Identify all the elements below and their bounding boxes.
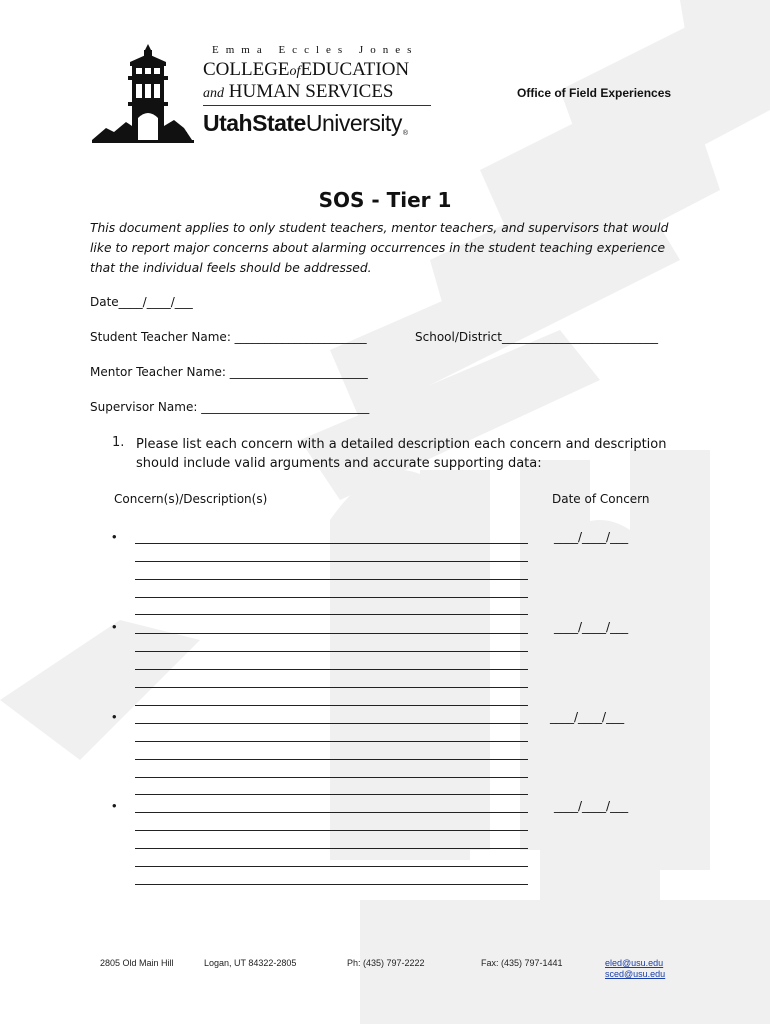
concern-line[interactable] xyxy=(135,830,528,831)
concern-line[interactable] xyxy=(135,884,528,885)
concern-line[interactable] xyxy=(135,561,528,562)
supervisor-name-field[interactable]: Supervisor Name: ____________________________ xyxy=(90,400,370,414)
concern-date-field[interactable]: ____/____/___ xyxy=(554,799,629,813)
logo-divider xyxy=(203,105,431,106)
logo-college-word: COLLEGE xyxy=(203,59,290,80)
footer-fax: Fax: (435) 797-1441 xyxy=(481,958,563,968)
question-text: Please list each concern with a detailed description each concern and description should include valid arguments and accurate supporting data: xyxy=(136,437,667,471)
logo-college-namesake: Emma Eccles Jones xyxy=(212,44,419,56)
concern-line[interactable] xyxy=(135,759,528,760)
logo-human-services-word: HUMAN SERVICES xyxy=(228,81,394,102)
concern-bullet: • xyxy=(112,709,117,724)
logo-of-word: of xyxy=(289,64,301,79)
concern-date-field[interactable]: ____/____/___ xyxy=(554,530,629,544)
school-district-field[interactable]: School/District__________________________ xyxy=(415,330,658,344)
concern-line[interactable] xyxy=(135,614,528,615)
date-field[interactable]: Date____/____/___ xyxy=(90,295,193,309)
concern-bullet: • xyxy=(112,798,117,813)
intro-paragraph: This document applies to only student teachers, mentor teachers, and supervisors that would like to report major concerns about alarming occurrences in the student teaching experience that the individual feels should be addressed. xyxy=(90,221,669,275)
concern-line[interactable] xyxy=(135,848,528,849)
question-number: 1. xyxy=(112,435,125,450)
footer-phone: Ph: (435) 797-2222 xyxy=(347,958,425,968)
concern-line[interactable] xyxy=(135,669,528,670)
concern-line[interactable] xyxy=(135,866,528,867)
email-link-eled[interactable]: eled@usu.edu xyxy=(605,958,664,968)
concern-line[interactable] xyxy=(135,794,528,795)
concern-date-field[interactable]: ____/____/___ xyxy=(550,710,625,724)
concern-line[interactable] xyxy=(135,687,528,688)
concern-bullet: • xyxy=(112,619,117,634)
logo-human-services-line xyxy=(203,81,394,103)
date-column-header: Date of Concern xyxy=(552,492,650,506)
footer-emails xyxy=(605,958,665,980)
mentor-teacher-name-field[interactable]: Mentor Teacher Name: _______________________ xyxy=(90,365,368,379)
footer-city: Logan, UT 84322-2805 xyxy=(204,958,297,968)
logo-college-line xyxy=(203,59,409,81)
email-link-sced[interactable]: sced@usu.edu xyxy=(605,969,666,979)
office-name: Office of Field Experiences xyxy=(517,86,672,100)
logo-and-word: and xyxy=(203,86,224,101)
concern-column-header: Concern(s)/Description(s) xyxy=(114,492,268,506)
concern-line[interactable] xyxy=(135,723,528,724)
logo-education-word: EDUCATION xyxy=(300,59,410,80)
logo-utahstate-word: UtahState xyxy=(203,110,306,136)
concern-line[interactable] xyxy=(135,812,528,813)
logo-registered-mark: ® xyxy=(402,130,408,137)
concern-date-field[interactable]: ____/____/___ xyxy=(554,620,629,634)
concern-line[interactable] xyxy=(135,651,528,652)
concern-line[interactable] xyxy=(135,633,528,634)
college-logo xyxy=(92,44,437,146)
footer-address: 2805 Old Main Hill xyxy=(100,958,174,968)
document-title: SOS - Tier 1 xyxy=(318,188,452,212)
concern-line[interactable] xyxy=(135,777,528,778)
concern-line[interactable] xyxy=(135,597,528,598)
old-main-tower-icon xyxy=(92,44,202,146)
concern-line[interactable] xyxy=(135,741,528,742)
concern-line[interactable] xyxy=(135,579,528,580)
concern-bullet: • xyxy=(112,529,117,544)
logo-university-wordmark xyxy=(203,110,408,137)
student-teacher-name-field[interactable]: Student Teacher Name: ______________________ xyxy=(90,330,367,344)
concern-line[interactable] xyxy=(135,543,528,544)
logo-university-word: University xyxy=(305,110,402,136)
concern-line[interactable] xyxy=(135,705,528,706)
